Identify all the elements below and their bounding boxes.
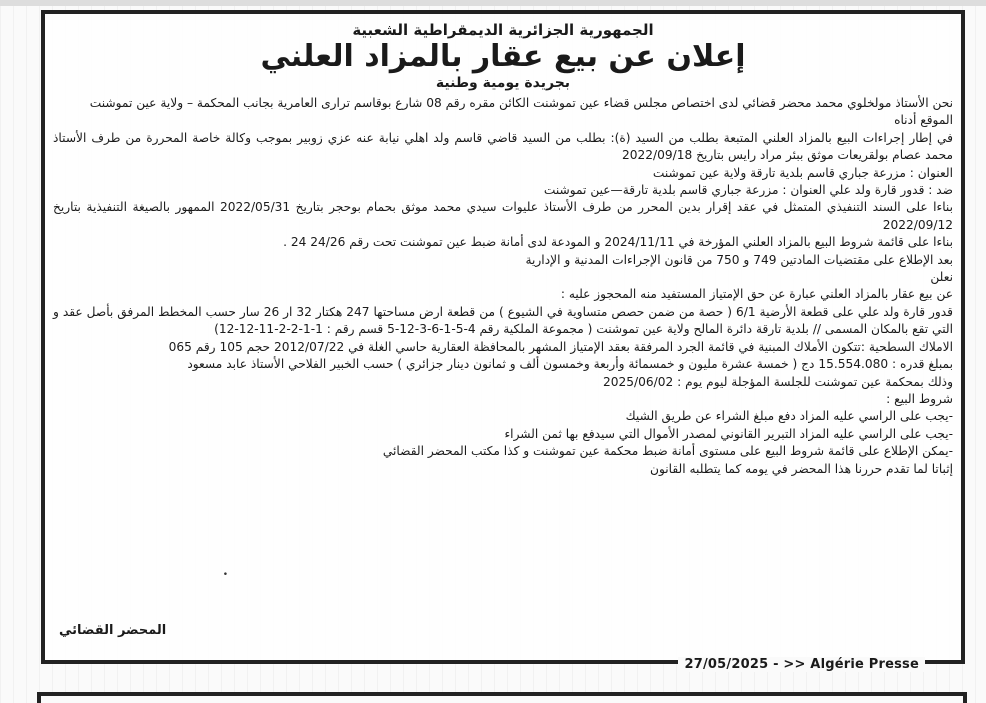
notice-title: إعلان عن بيع عقار بالمزاد العلني	[260, 39, 746, 74]
auction-notice	[41, 10, 965, 672]
para-request: في إطار إجراءات البيع بالمزاد العلني المتبعة بطلب من السيد (ة): بطلب من السيد قاضي قاسم ولد اهلي نيابة عنه عزي زوبير بموجب وكالة خاصة المحررة من طرف الأستاذ محمد عصام بولقريعات موثق ببئر مراد رايس بتاريخ 2022/09/18	[53, 130, 953, 163]
para-undersigned: الموقع أدناه	[894, 113, 953, 128]
para-sale-object: عن بيع عقار بالمزاد العلني عبارة عن حق الإمتياز المستفيد منه المحجوز عليه :	[560, 287, 953, 302]
notice-subtitle: بجريدة يومية وطنية	[435, 75, 571, 91]
notice-content	[51, 18, 955, 656]
para-enforcement-title: بناءا على السند التنفيذي المتمثل في عقد إقرار بدين المحرر من طرف الأستاذ عليوات سيدي محمد موثق بحمام بوحجر بتاريخ 2022/05/31 الممهور بالصيغة التنفيذية بتاريخ 2022/09/12	[53, 200, 954, 232]
para-hearing-date: وذلك بمحكمة عين تموشنت للجلسة المؤجلة ليوم يوم : 2025/06/02	[602, 374, 953, 389]
para-creditor-address: العنوان : مزرعة جباري قاسم بلدية تارقة ولاية عين تموشنت	[652, 165, 953, 180]
para-sale-terms-heading: شروط البيع :	[886, 391, 953, 406]
para-term-consult: -يمكن الإطلاع على قائمة شروط البيع على مستوى أمانة ضبط محكمة عين تموشنت و كذا مكتب المحضر القضائي	[382, 444, 953, 459]
publication-footer: 27/05/2025 - >> Algérie Presse	[678, 657, 925, 672]
para-price: بمبلغ قدره : 15.554.080 دج ( خمسة عشرة مليون و خمسمائة وأربعة وخمسون ألف و ثمانون دينار جزائري ) حسب الخبير الفلاحي الأستاذ عابد مسعود	[187, 357, 953, 372]
para-land-plot: قدور قارة ولد علي على قطعة الأرضية 6/1 ( حصة من ضمن حصص متساوية في الشيوع ) من قطعة ارض مساحتها 247 هكتار 32 ار 26 سار حسب المخطط المرفق بأصل عقد و التي تقع بالمكان المسمى // بلدية تارقة دائرة المالح ولاية عين تموشنت ( مجموعة الملكية رقم 4-5-1-6-3-12-5 قسم رقم : 1-1-2-2-11-12-12)	[53, 304, 953, 337]
para-term-funds: -يجب على الراسي عليه المزاد التبرير القانوني لمصدر الأموال التي سيدفع بها ثمن الشراء	[504, 426, 953, 441]
para-debtor: ضد : قدور قارة ولد علي العنوان : مزرعة جباري قاسم بلدية تارقة—عين تموشنت	[543, 183, 953, 198]
para-announce: نعلن	[930, 270, 953, 285]
notice-body	[51, 95, 955, 478]
bailiff-signature: المحضر القضائي	[59, 623, 167, 638]
para-conditions-list: بناءا على قائمة شروط البيع بالمزاد العلني المؤرخة في 2024/11/11 و المودعة لدى أمانة ضبط عين تموشنت تحت رقم 24/26 24 .	[283, 235, 953, 250]
para-legal-articles: بعد الإطلاع على مقتضيات المادتين 749 و 750 من قانون الإجراءات المدنية و الإدارية	[525, 252, 953, 267]
scan-speck: •	[222, 570, 228, 580]
page-top-strip	[0, 0, 986, 6]
para-attestation: إثباتا لما تقدم حررنا هذا المحضر في يومه كما يتطلبه القانون	[650, 461, 953, 476]
para-surface-property: الاملاك السطحية :تتكون الأملاك المبنية في قائمة الجرد المرفقة بعقد الإمتياز المشهر بالمحافظة العقارية حاسي الغلة في 2012/07/22 حجم 105 رقم 065	[168, 339, 953, 354]
notice-header	[51, 20, 955, 92]
republic-name: الجمهورية الجزائرية الديمقراطية الشعبية	[352, 21, 654, 39]
para-bailiff: نحن الأستاذ مولخلوي محمد محضر قضائي لدى اختصاص مجلس قضاء عين تموشنت الكائن مقره رقم 08 شارع بوقاسم ترارى العامرية بجانب المحكمة – ولاية عين تموشنت	[89, 96, 953, 110]
next-notice-frame	[37, 692, 967, 703]
para-term-cheque: -يجب على الراسي عليه المزاد دفع مبلغ الشراء عن طريق الشيك	[625, 409, 953, 424]
